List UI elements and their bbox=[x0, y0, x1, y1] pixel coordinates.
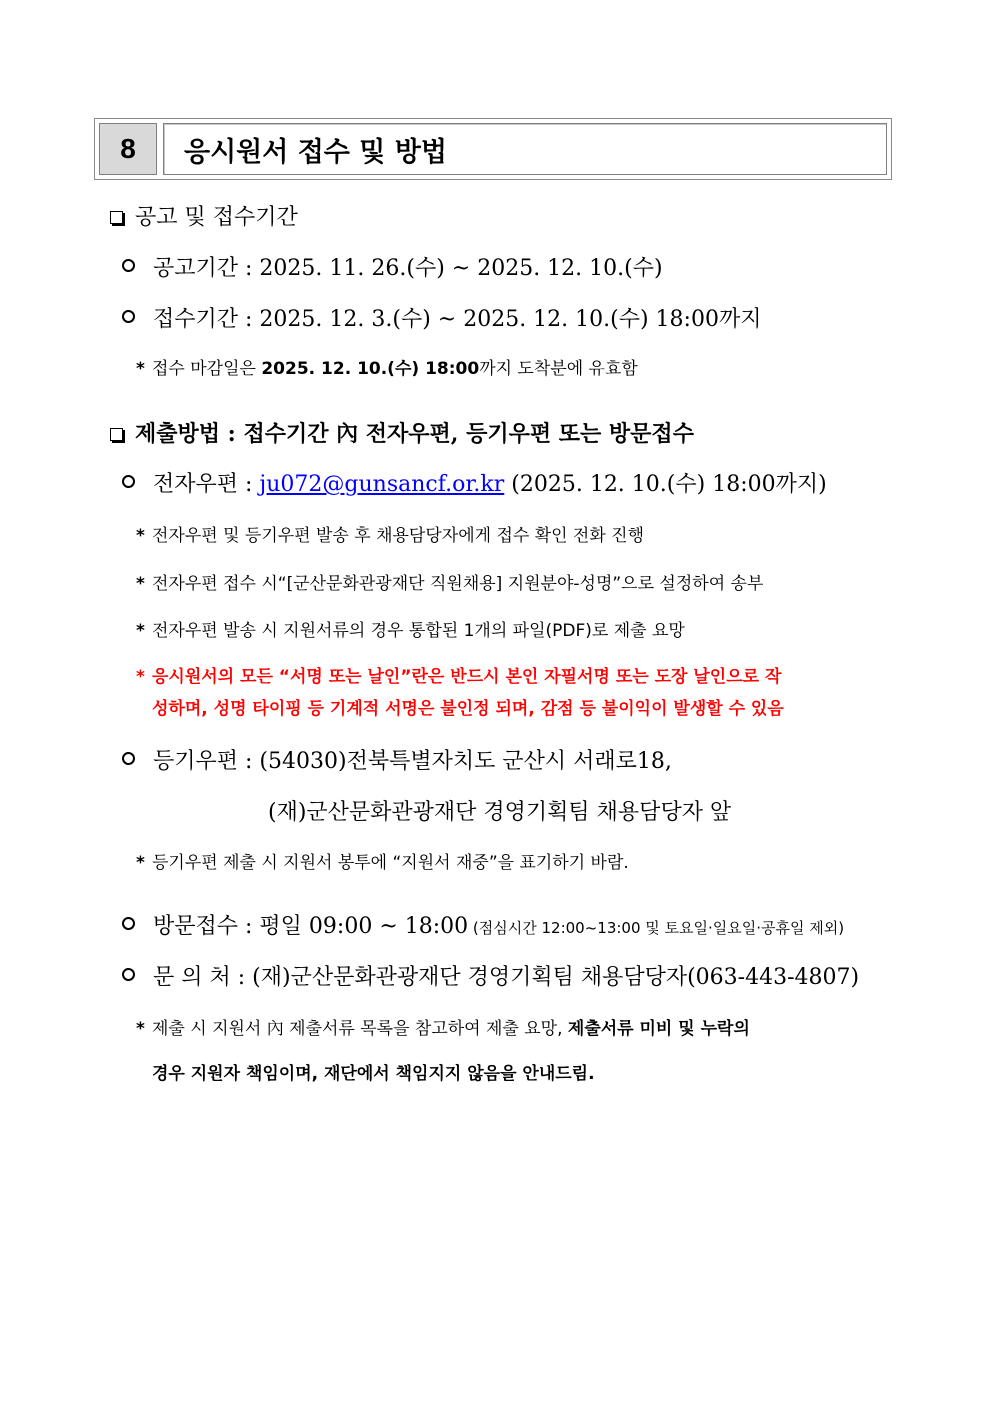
circle-bullet-icon bbox=[122, 968, 135, 981]
section-header bbox=[94, 118, 892, 180]
visit-exceptions: (점심시간 12:00~13:00 및 토요일·일요일·공휴일 제외) bbox=[468, 919, 845, 937]
visit-item bbox=[122, 909, 844, 940]
note-text: 등기우편 제출 시 지원서 봉투에 “지원서 재중”을 표기하기 바람. bbox=[152, 853, 629, 873]
circle-bullet-icon bbox=[122, 310, 135, 323]
warning-text: 응시원서의 모든 “서명 또는 날인”란은 반드시 본인 자필서명 또는 도장 날인으로 작 bbox=[152, 667, 782, 687]
asterisk-icon: * bbox=[136, 359, 145, 379]
asterisk-icon: * bbox=[136, 526, 145, 546]
registered-mail-item bbox=[122, 744, 672, 775]
warning-text: 성하며, 성명 타이핑 등 기계적 서명은 불인정 되며, 감점 등 불이익이 발생할 수 있음 bbox=[152, 699, 784, 719]
note-text: 접수 마감일은 bbox=[152, 359, 262, 379]
final-note-line1 bbox=[136, 1014, 750, 1039]
note-bold-text: 제출서류 미비 및 누락의 bbox=[567, 1019, 750, 1039]
section2-title: 제출방법 : 접수기간 內 전자우편, 등기우편 또는 방문접수 bbox=[135, 421, 694, 447]
signature-warning-line1 bbox=[136, 662, 781, 687]
note-text: 제출 시 지원서 內 제출서류 목록을 참고하여 제출 요망, bbox=[152, 1019, 568, 1039]
separator: : bbox=[230, 965, 253, 990]
section2-heading bbox=[110, 417, 694, 448]
note-text: 전자우편 및 등기우편 발송 후 채용담당자에게 접수 확인 전화 진행 bbox=[152, 526, 645, 546]
mail-address-line1: (54030)전북특별자치도 군산시 서래로18, bbox=[259, 749, 672, 774]
square-bullet-icon bbox=[110, 211, 123, 224]
section1-title: 공고 및 접수기간 bbox=[135, 205, 298, 230]
note-text: 까지 도착분에 유효함 bbox=[479, 359, 638, 379]
section-number: 8 bbox=[99, 123, 157, 175]
note-text: 전자우편 접수 시“[군산문화관광재단 직원채용] 지원분야-성명”으로 설정하여 송부 bbox=[152, 574, 764, 594]
receipt-period-value: 2025. 12. 3.(수) ~ 2025. 12. 10.(수) 18:00까지 bbox=[259, 307, 762, 332]
contact-item bbox=[122, 960, 859, 991]
separator: : bbox=[238, 256, 260, 281]
final-note-line2 bbox=[152, 1059, 595, 1084]
visit-hours: 평일 09:00 ~ 18:00 bbox=[259, 914, 469, 939]
contact-label: 문 의 처 bbox=[153, 965, 231, 990]
signature-warning-line2 bbox=[152, 694, 784, 719]
separator: : bbox=[238, 307, 260, 332]
note-bold-text: 경우 지원자 책임이며, 재단에서 책임지지 않음을 안내드림. bbox=[152, 1064, 595, 1084]
email-note-2 bbox=[136, 569, 763, 594]
circle-bullet-icon bbox=[122, 752, 135, 765]
separator: : bbox=[238, 914, 260, 939]
receipt-period-item bbox=[122, 302, 761, 333]
mail-address-line2 bbox=[268, 795, 731, 826]
section-title: 응시원서 접수 및 방법 bbox=[163, 123, 887, 175]
mail-address-text: (재)군산문화관광재단 경영기획팀 채용담당자 앞 bbox=[268, 800, 732, 825]
note-text: 전자우편 발송 시 지원서류의 경우 통합된 1개의 파일(PDF)로 제출 요망 bbox=[152, 621, 685, 641]
note-deadline: 2025. 12. 10.(수) 18:00 bbox=[261, 359, 480, 379]
email-note-3 bbox=[136, 616, 685, 641]
visit-label: 방문접수 bbox=[153, 914, 239, 939]
square-bullet-icon bbox=[110, 428, 123, 441]
email-link[interactable]: ju072@gunsancf.or.kr bbox=[259, 472, 505, 497]
asterisk-icon: * bbox=[136, 574, 145, 594]
circle-bullet-icon bbox=[122, 917, 135, 930]
announce-period-label: 공고기간 bbox=[153, 256, 239, 281]
asterisk-icon: * bbox=[136, 853, 145, 873]
asterisk-icon: * bbox=[136, 1019, 145, 1039]
circle-bullet-icon bbox=[122, 259, 135, 272]
separator: : bbox=[238, 472, 260, 497]
asterisk-icon: * bbox=[136, 621, 145, 641]
announce-period-item bbox=[122, 251, 663, 282]
email-deadline: (2025. 12. 10.(수) 18:00까지) bbox=[504, 472, 827, 497]
mail-label: 등기우편 bbox=[153, 749, 239, 774]
receipt-period-label: 접수기간 bbox=[153, 307, 239, 332]
deadline-note bbox=[136, 354, 638, 379]
separator: : bbox=[238, 749, 260, 774]
announce-period-value: 2025. 11. 26.(수) ~ 2025. 12. 10.(수) bbox=[259, 256, 663, 281]
email-note-1 bbox=[136, 521, 644, 546]
email-item bbox=[122, 467, 827, 498]
asterisk-icon: * bbox=[136, 667, 145, 687]
mail-note bbox=[136, 848, 629, 873]
circle-bullet-icon bbox=[122, 475, 135, 488]
email-label: 전자우편 bbox=[153, 472, 239, 497]
contact-value: (재)군산문화관광재단 경영기획팀 채용담당자(063-443-4807) bbox=[252, 965, 860, 990]
section1-heading bbox=[110, 200, 298, 231]
